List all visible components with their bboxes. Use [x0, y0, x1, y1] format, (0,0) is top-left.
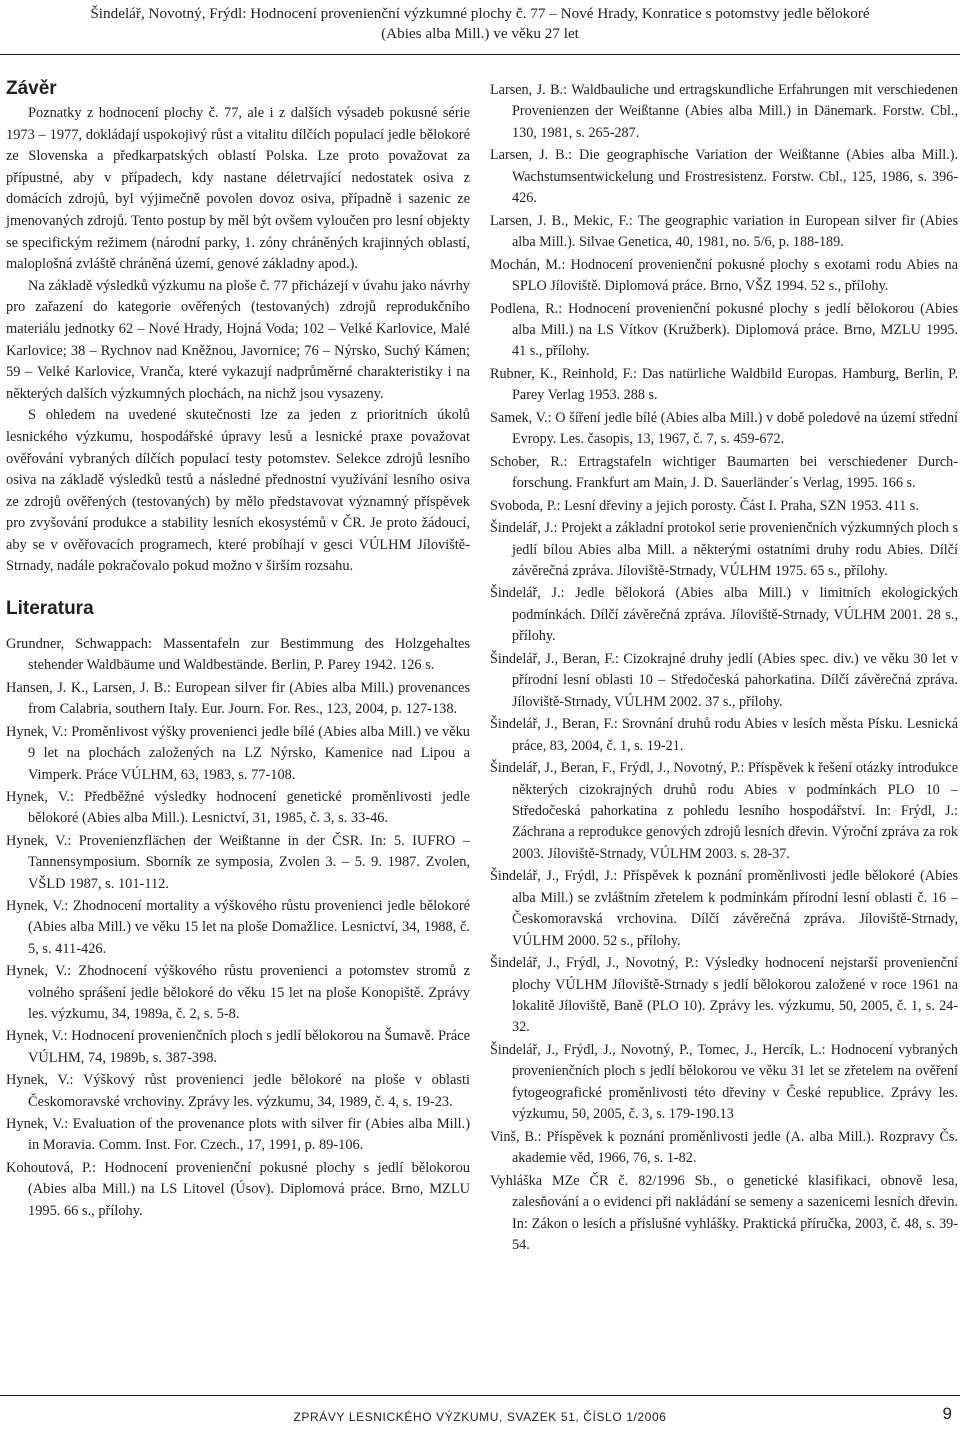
- reference-item: Kohoutová, P.: Hodnocení provenienční pokusné plochy s jedlí bělokorou (Abies alba Mill.) na LS Litovel (Úsov). Diplomová práce. Brno, MZLU 1995. 66 s., přílohy.: [6, 1159, 470, 1219]
- reference-item: Mochán, M.: Hodnocení provenienční pokusné plochy s exotami rodu Abies na SPLO Jíloviště. Diplomová práce. Brno, VŠZ 1994. 52 s., přílohy.: [490, 256, 958, 295]
- literature-heading: Literatura: [6, 598, 94, 620]
- conclusion-paragraph-1: Poznatky z hodnocení plochy č. 77, ale i z dalších výsadeb pokusné série 1973 – 1977, dokládají uspokojivý růst a vitalitu dílčích populací jedle bělokoré ze Slovenska a předkarpatských oblastí Polska. Lze proto považovat za přípustné, aby v případech, kdy nastane déletrvající nedostatek osiva z domácích zdrojů, byl výjimečně povolen dovoz osiva, případně i sazenic ze jmenovaných zdrojů. Tento postup by měl být ovšem vyloučen pro lesní objekty se specifickým režimem (národní parky, 1. zóny chráněných krajinných oblastí, maloplošná zvláště chráněná území, genové základny apod.).: [6, 105, 470, 273]
- page-number: 9: [942, 1404, 952, 1423]
- reference-item: Svoboda, P.: Lesní dřeviny a jejich porosty. Část I. Praha, SZN 1953. 411 s.: [490, 497, 919, 514]
- reference-item: Hynek, V.: Předběžné výsledky hodnocení genetické proměnlivosti jedle bělokoré (Abies alba Mill.). Lesnictví, 31, 1985, č. 3, s. 33-46.: [6, 788, 470, 827]
- reference-item: Šindelář, J.: Jedle bělokorá (Abies alba Mill.) v limitních ekologických podmínkách. Dílčí závěrečná zpráva. Jíloviště-Strnady, VÚLHM 2001. 28 s., přílohy.: [490, 585, 958, 645]
- reference-item: Hansen, J. K., Larsen, J. B.: European silver fir (Abies alba Mill.) provenances from Calabria, southern Italy. Eur. Journ. For. Res., 123, 2004, p. 127-138.: [6, 679, 470, 718]
- reference-item: Vinš, B.: Příspěvek k poznání proměnlivosti jedle (A. alba Mill.). Rozpravy Čs. akademie věd, 1966, 76, s. 1-82.: [490, 1128, 958, 1167]
- reference-item: Larsen, J. B.: Die geographische Variation der Weißtanne (Abies alba Mill.). Wachstumsentwickelung und Frostresistenz. Forstw. Cbl., 125, 1986, s. 396-426.: [490, 147, 958, 207]
- running-header-line-2: (Abies alba Mill.) ve věku 27 let: [381, 25, 579, 42]
- reference-item: Šindelář, J., Beran, F.: Srovnání druhů rodu Abies v lesích města Písku. Lesnická práce, 83, 2004, č. 1, s. 19-21.: [490, 716, 958, 754]
- reference-item: Hynek, V.: Provenienzflächen der Weißtanne in der ČSR. In: 5. IUFRO – Tannensymposium. Sborník ze symposia, Zvolen 3. – 5. 9. 1987. Zvolen, VŠLD 1987, s. 101-112.: [6, 832, 470, 892]
- footer-rule: [0, 1395, 960, 1396]
- reference-item: Vyhláška MZe ČR č. 82/1996 Sb., o genetické klasifikaci, obnově lesa, zalesňování a o evidenci při nakládání se semeny a sazenicemi lesních dřevin. In: Zákon o lesích a příslušné vyhlášky. Praktická příručka, 2003, č. 48, s. 39-54.: [490, 1172, 958, 1254]
- running-header-line-1: Šindelář, Novotný, Frýdl: Hodnocení provenienční výzkumné plochy č. 77 – Nové Hrady, Konratice s potomstvy jedle bělokoré: [90, 5, 870, 22]
- footer-journal-title: ZPRÁVY LESNICKÉHO VÝZKUMU, SVAZEK 51, ČÍSLO 1/2006: [293, 1410, 667, 1424]
- running-header: [0, 0, 960, 50]
- reference-item: Hynek, V.: Zhodnocení mortality a výškového růstu provenienci jedle bělokoré (Abies alba Mill.) ve věku 15 let na ploše Domažlice. Lesnictví, 34, 1988, č. 5, s. 411-426.: [6, 897, 470, 957]
- reference-list-right: [490, 80, 958, 1256]
- reference-item: Larsen, J. B.: Waldbauliche und ertragskundliche Erfahrungen mit verschiedenen Provenienzen der Weißtanne (Abies alba Mill.) in Dänemark. Forstw. Cbl., 130, 1981, s. 265-287.: [490, 82, 958, 141]
- reference-item: Hynek, V.: Hodnocení provenienčních ploch s jedlí bělokorou na Šumavě. Práce VÚLHM, 74, 1989b, s. 387-398.: [6, 1028, 470, 1066]
- reference-item: Schober, R.: Ertragstafeln wichtiger Baumarten bei verschiedener Durchforschung. Frankfurt am Main, J. D. Sauerländer´s Verlag, 1995. 166 s.: [490, 453, 958, 492]
- reference-item: Rubner, K., Reinhold, F.: Das natürliche Waldbild Europas. Hamburg, Berlin, P. Parey Verlag 1953. 288 s.: [490, 365, 958, 404]
- reference-item: Hynek, V.: Proměnlivost výšky provenienci jedle bílé (Abies alba Mill.) ve věku 9 let na plochách založených na LZ Nýrsko, Kamenice nad Lipou a Vimperk. Práce VÚLHM, 63, 1983, s. 77-108.: [6, 723, 470, 783]
- reference-item: Šindelář, J., Frýdl, J., Novotný, P., Tomec, J., Hercík, L.: Hodnocení vybraných provenienčních ploch s jedlí bělokorou ve věku 31 let se zřetelem na ověření fytogeografické proměnlivosti této dřeviny v České republice. Zprávy les. výzkumu, 50, 2005, č. 3, s. 179-190.13: [490, 1041, 958, 1123]
- right-column: [490, 80, 958, 1257]
- header-rule: [0, 54, 960, 55]
- reference-item: Šindelář, J., Frýdl, J., Novotný, P.: Výsledky hodnocení nejstarší provenienční plochy VÚLHM Jíloviště-Strnady s jedlí bělokorou založené v roce 1961 na lokalitě Jíloviště, Baně (PLO 10). Zprávy les. výzkumu, 50, 2005, č. 1, s. 24-32.: [490, 955, 958, 1036]
- reference-item: Podlena, R.: Hodnocení provenienční pokusné plochy s jedlí bělokorou (Abies alba Mill.) na LS Vítkov (Kružberk). Diplomová práce. Brno, MZLU 1995. 41 s., přílohy.: [490, 300, 958, 360]
- reference-item: Šindelář, J., Beran, F.: Cizokrajné druhy jedlí (Abies spec. div.) ve věku 30 let v přírodní lesní oblasti 10 – Středočeská pahorkatina. Dílčí závěrečná zpráva. Jíloviště-Strnady, VÚLHM 2002. 37 s., přílohy.: [490, 650, 958, 710]
- reference-item: Hynek, V.: Výškový růst provenienci jedle bělokoré na ploše v oblasti Českomoravské vrchoviny. Zprávy les. výzkumu, 34, 1989, č. 4, s. 19-23.: [6, 1072, 470, 1110]
- reference-item: Šindelář, J.: Projekt a základní protokol serie provenienčních výzkumných ploch s jedlí bílou Abies alba Mill. a některými ostatními druhy rodu Abies. Dílčí závěrečná zpráva. Jíloviště-Strnady, VÚLHM 1975. 65 s., přílohy.: [490, 520, 958, 579]
- reference-item: Hynek, V.: Evaluation of the provenance plots with silver fir (Abies alba Mill.) in Moravia. Comm. Inst. For. Czech., 17, 1991, p. 89-106.: [6, 1116, 470, 1154]
- reference-list-left: [6, 634, 470, 1222]
- reference-item: Hynek, V.: Zhodnocení výškového růstu provenienci a potomstev stromů z volného sprášení jedle bělokoré do věku 15 let na ploše Konopiště. Zprávy les. výzkumu, 34, 1989a, č. 2, s. 5-8.: [6, 963, 470, 1022]
- conclusion-paragraph-2: Na základě výsledků výzkumu na ploše č. 77 přicházejí v úvahu jako návrhy pro zařazení do kategorie ověřených (testovaných) zdrojů reprodukčního materiálu jednotky 62 – Nové Hrady, Hojná Voda; 102 – Velké Karlovice, Malé Karlovice; 38 – Rychnov nad Kněžnou, Javornice; 76 – Nýrsko, Suchý Kámen; 59 – Velké Karlovice, Vranča, které vykazují nadprůměrné charakteristiky i na některých dalších výzkumných plochách, na nichž jsou vysazeny.: [6, 277, 470, 402]
- conclusion-heading: Závěr: [6, 78, 57, 99]
- reference-item: Larsen, J. B., Mekic, F.: The geographic variation in European silver fir (Abies alba Mill.). Silvae Genetica, 40, 1981, no. 5/6, p. 188-189.: [490, 212, 958, 251]
- left-column: [6, 72, 470, 1223]
- reference-item: Grundner, Schwappach: Massentafeln zur Bestimmung des Holzgehaltes stehender Waldbäume und Waldbestände. Berlin, P. Parey 1942. 126 s.: [6, 636, 470, 674]
- reference-item: Šindelář, J., Beran, F., Frýdl, J., Novotný, P.: Příspěvek k řešení otázky introdukce některých cizokrajných druhů rodu Abies v podmínkách PLO 10 – Středočeská pahorkatina z pohledu lesního hospodářství. In: Frýdl, J.: Záchrana a reprodukce genových zdrojů lesních dřevin. Výroční zpráva za rok 2003. Jíloviště-Strnady, VÚLHM 2003. s. 28-37.: [490, 760, 958, 862]
- conclusion-paragraph-3: S ohledem na uvedené skutečnosti lze za jeden z prioritních úkolů lesnického výzkumu, hospodářské úpravy lesů a lesnické praxe považovat ověřování vybraných dílčích populací testy potomstev. Selekce zdrojů lesního osiva na základě výsledků testů a následné přednostní využívání lesního osiva ze zdrojů ověřených (testovaných) by mělo představovat významný příspěvek pro zvyšování produkce a stability lesních ekosystémů v ČR. Je proto žádoucí, aby se v ověřovacích programech, které probíhají v gesci VÚLHM Jíloviště-Strnady, nadále pokračovalo pokud možno v širším rozsahu.: [6, 407, 470, 575]
- reference-item: Samek, V.: O šíření jedle bílé (Abies alba Mill.) v době poledové na území střední Evropy. Les. časopis, 13, 1967, č. 7, s. 459-672.: [490, 409, 958, 448]
- reference-item: Šindelář, J., Frýdl, J.: Příspěvek k poznání proměnlivosti jedle bělokoré (Abies alba Mill.) se zvláštním zřetelem k podmínkám přírodní lesní oblasti č. 16 – Českomoravská vrchovina. Dílčí závěrečná zpráva. Jíloviště-Strnady, VÚLHM 2000. 52 s., přílohy.: [490, 868, 958, 949]
